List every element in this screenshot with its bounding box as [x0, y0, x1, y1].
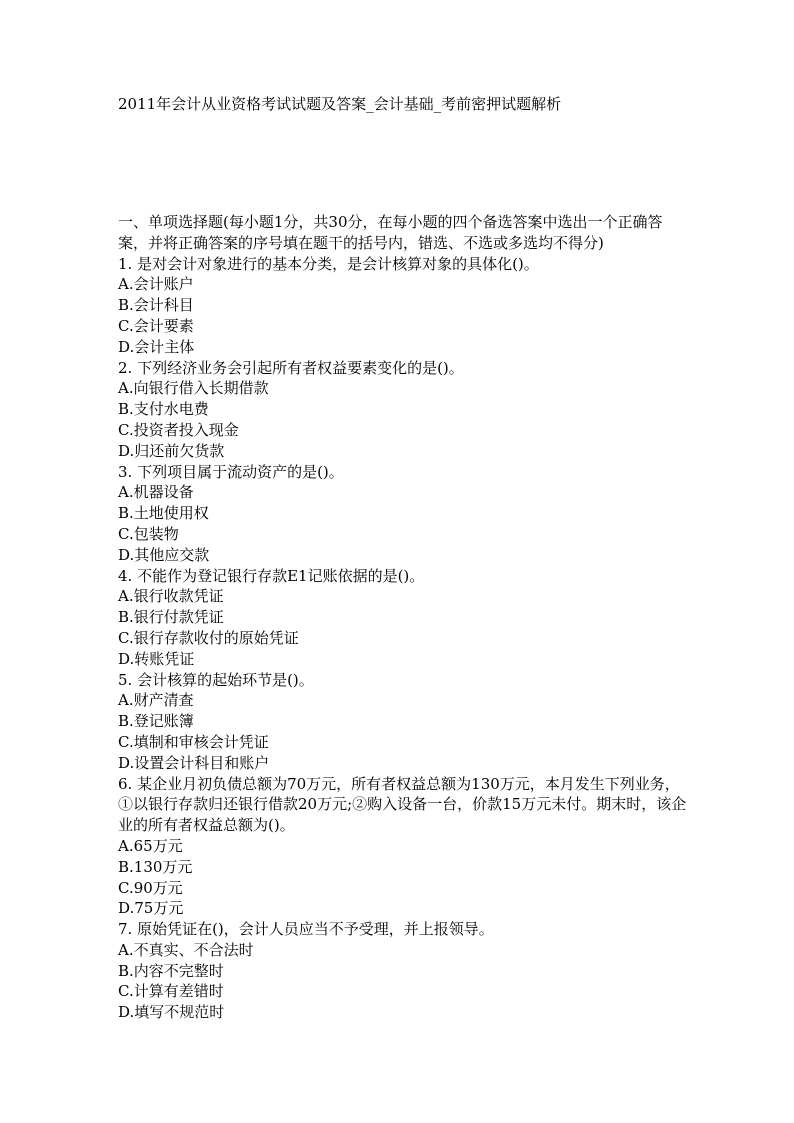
option-d: D.归还前欠货款: [118, 441, 225, 460]
option-c: C.包装物: [118, 524, 179, 543]
option-d: D.转账凭证: [118, 649, 195, 668]
question-6: [118, 774, 690, 920]
option-b: B.土地使用权: [118, 504, 209, 523]
option-b: B.银行付款凭证: [118, 608, 224, 627]
question-stem: 4. 不能作为登记银行存款E1记账依据的是()。: [118, 566, 425, 585]
question-7: [118, 919, 690, 1023]
option-b: B.会计科目: [118, 296, 194, 315]
option-c: C.填制和审核会计凭证: [118, 732, 269, 751]
option-c: C.90万元: [118, 878, 183, 897]
option-d: D.75万元: [118, 899, 184, 918]
option-b: B.登记账簿: [118, 712, 194, 731]
option-a: A.银行收款凭证: [118, 587, 224, 606]
option-a: A.会计账户: [118, 275, 194, 294]
option-c: C.银行存款收付的原始凭证: [118, 628, 299, 647]
section-intro: 一、单项选择题(每小题1分，共30分，在每小题的四个备选答案中选出一个正确答案，并将正确答案的序号填在题干的括号内，错选、不选或多选均不得分): [118, 213, 663, 252]
option-b: B.130万元: [118, 857, 193, 876]
question-4: [118, 566, 690, 670]
option-c: C.计算有差错时: [118, 982, 224, 1001]
option-c: C.会计要素: [118, 316, 194, 335]
document-title: 2011年会计从业资格考试试题及答案_会计基础_考前密押试题解析: [118, 95, 562, 113]
question-1: [118, 254, 690, 358]
option-b: B.内容不完整时: [118, 961, 224, 980]
option-a: A.不真实、不合法时: [118, 940, 254, 959]
option-b: B.支付水电费: [118, 400, 209, 419]
option-d: D.设置会计科目和账户: [118, 753, 270, 772]
option-c: C.投资者投入现金: [118, 420, 239, 439]
option-d: D.填写不规范时: [118, 1003, 225, 1022]
option-a: A.财产清查: [118, 691, 194, 710]
question-stem: 2. 下列经济业务会引起所有者权益要素变化的是()。: [118, 358, 464, 377]
question-stem: 1. 是对会计对象进行的基本分类，是会计核算对象的具体化()。: [118, 254, 539, 273]
option-a: A.机器设备: [118, 483, 194, 502]
document-body: [118, 212, 690, 1023]
question-stem: 7. 原始凭证在()，会计人员应当不予受理，并上报领导。: [118, 920, 494, 939]
option-d: D.会计主体: [118, 337, 195, 356]
question-5: [118, 670, 690, 774]
question-3: [118, 462, 690, 566]
question-2: [118, 358, 690, 462]
question-stem: 6. 某企业月初负债总额为70万元，所有者权益总额为130万元，本月发生下列业务，①以银行存款归还银行借款20万元;②购入设备一台，价款15万元未付。期末时，该企业的所有者权益总额为()。: [118, 774, 687, 835]
question-stem: 5. 会计核算的起始环节是()。: [118, 670, 314, 689]
option-a: A.65万元: [118, 836, 183, 855]
question-stem: 3. 下列项目属于流动资产的是()。: [118, 462, 344, 481]
option-a: A.向银行借入长期借款: [118, 379, 269, 398]
option-d: D.其他应交款: [118, 545, 210, 564]
